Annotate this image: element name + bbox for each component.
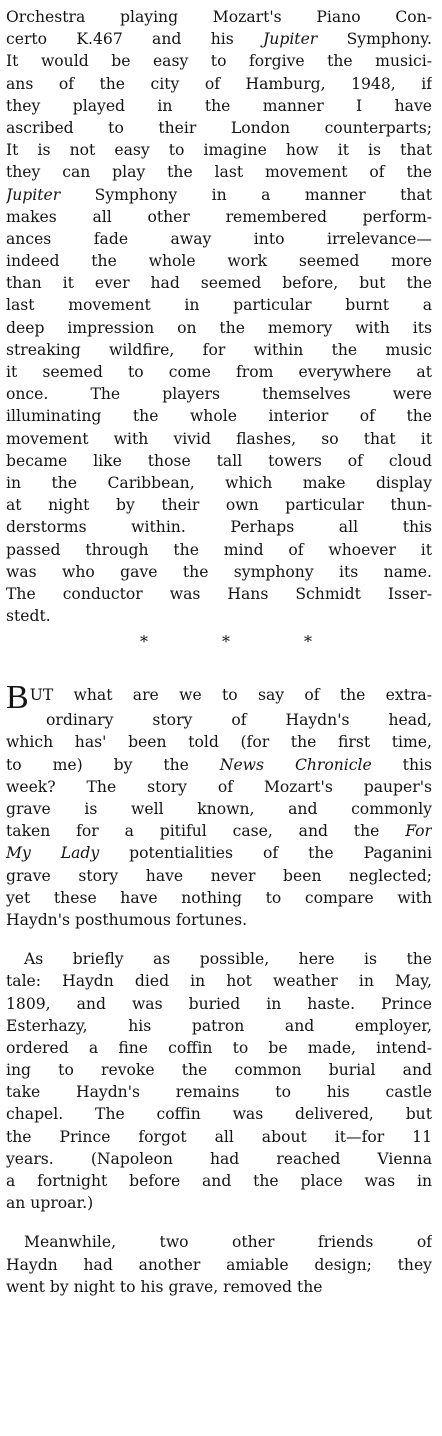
text-run: It would be easy to forgive the musici- xyxy=(6,52,432,71)
text-run: As briefly as possible, here is the xyxy=(24,950,432,969)
text-run: at night by their own particular thun- xyxy=(6,496,432,515)
text-line xyxy=(6,993,432,1015)
text-line xyxy=(6,539,432,561)
text-line xyxy=(6,516,432,538)
text-line xyxy=(6,754,432,776)
text-line xyxy=(6,842,432,864)
text-line xyxy=(6,1037,432,1059)
text-line xyxy=(6,383,432,405)
text-run: deep impression on the memory with its xyxy=(6,318,432,337)
text-run: indeed the whole work seemed more xyxy=(6,252,432,271)
text-run: the Prince forgot all about it—for 11 xyxy=(6,1127,432,1146)
text-line xyxy=(6,1276,432,1298)
spacer xyxy=(6,1214,432,1231)
paragraph-orchestra xyxy=(6,6,432,627)
text-line xyxy=(6,250,432,272)
text-line xyxy=(6,583,432,605)
text-run: once. The players themselves were xyxy=(6,385,432,404)
text-run: 1809, and was buried in haste. Prince xyxy=(6,994,432,1013)
text-run: years. (Napoleon had reached Vienna xyxy=(6,1149,432,1168)
text-line xyxy=(6,605,432,627)
text-line xyxy=(6,887,432,909)
text-run: grave story have never been neglected; xyxy=(6,866,432,885)
text-run: take Haydn's remains to his castle xyxy=(6,1083,432,1102)
text-run: grave is well known, and commonly xyxy=(6,800,432,818)
text-line xyxy=(6,6,432,28)
text-line xyxy=(6,1170,432,1192)
text-run: ances fade away into irrelevance— xyxy=(6,229,432,248)
first-line-text: UT what are we to say of the extra- xyxy=(29,686,432,705)
separator-star: * xyxy=(304,632,312,652)
text-run: It is not easy to imagine how it is that xyxy=(6,141,432,160)
paragraph-tale xyxy=(6,948,432,1214)
text-run: they can play the last movement of the xyxy=(6,163,432,182)
text-line xyxy=(6,1126,432,1148)
italic-title: Jupiter xyxy=(6,185,61,204)
text-run: they played in the manner I have xyxy=(6,96,432,115)
text-line xyxy=(6,820,432,842)
text-run: stedt. xyxy=(6,607,51,626)
text-run: yet these have nothing to compare with xyxy=(6,888,432,907)
text-line xyxy=(6,472,432,494)
text-run: tale: Haydn died in hot weather in May, xyxy=(6,972,432,991)
text-run: to me) by the xyxy=(6,755,220,774)
text-run: movement with vivid flashes, so that it xyxy=(6,429,432,448)
text-run: streaking wildfire, for within the music xyxy=(6,340,432,359)
text-line xyxy=(6,909,432,931)
text-line xyxy=(6,1148,432,1170)
text-line xyxy=(6,184,432,206)
text-line xyxy=(6,272,432,294)
text-line xyxy=(6,139,432,161)
text-line xyxy=(6,428,432,450)
text-line xyxy=(6,681,432,709)
text-run: potentialities of the Paganini xyxy=(99,844,432,863)
text-run: in the Caribbean, which make display xyxy=(6,473,432,492)
text-run: week? The story of Mozart's pauper's xyxy=(6,777,432,796)
text-line xyxy=(6,798,432,820)
text-run: last movement in particular burnt a xyxy=(6,296,432,315)
text-run: a fortnight before and the place was in xyxy=(6,1172,432,1190)
text-run: The conductor was Hans Schmidt Isser- xyxy=(6,584,432,603)
text-line xyxy=(6,339,432,361)
text-run: Haydn's posthumous fortunes. xyxy=(6,910,248,929)
spacer xyxy=(6,931,432,948)
text-run: went by night to his grave, removed the xyxy=(6,1277,323,1296)
text-line xyxy=(6,1059,432,1081)
text-run: illuminating the whole interior of the xyxy=(6,407,432,426)
text-line xyxy=(6,709,432,731)
text-run: became like those tall towers of cloud xyxy=(6,451,432,470)
text-line xyxy=(6,1254,432,1276)
text-line xyxy=(6,494,432,516)
italic-title: My Lady xyxy=(6,844,100,863)
spacer xyxy=(6,657,432,681)
text-line xyxy=(6,450,432,472)
text-line xyxy=(6,405,432,427)
text-run: Symphony. xyxy=(317,30,432,49)
text-line xyxy=(6,561,432,583)
text-line xyxy=(6,865,432,887)
text-line xyxy=(6,361,432,383)
text-line xyxy=(6,317,432,339)
text-run: ordered a fine coffin to be made, intend- xyxy=(6,1038,432,1057)
text-line xyxy=(6,731,432,753)
separator-star: * xyxy=(222,632,230,652)
text-run: Orchestra playing Mozart's Piano Con- xyxy=(6,8,432,26)
text-line xyxy=(6,28,432,50)
text-run: was who gave the symphony its name. xyxy=(6,562,432,581)
paragraph-haydn-head xyxy=(6,681,432,931)
text-run: than it ever had seemed before, but the xyxy=(6,274,432,293)
text-line xyxy=(6,73,432,95)
text-line xyxy=(6,50,432,72)
text-run: makes all other remembered perform- xyxy=(6,207,432,226)
text-line xyxy=(6,776,432,798)
text-line xyxy=(6,161,432,183)
text-line xyxy=(6,294,432,316)
text-run: this xyxy=(371,755,432,774)
text-run: which has' been told (for the first time, xyxy=(6,733,432,752)
text-run: it seemed to come from everywhere at xyxy=(6,363,432,381)
text-line xyxy=(6,970,432,992)
section-separator xyxy=(20,627,432,657)
text-line xyxy=(6,206,432,228)
text-run: certo K.467 and his xyxy=(6,30,264,49)
italic-title: For xyxy=(405,822,432,841)
text-line xyxy=(6,1103,432,1125)
text-run: Haydn had another amiable design; they xyxy=(6,1255,432,1274)
text-line xyxy=(6,1015,432,1037)
paragraph-meanwhile xyxy=(6,1231,432,1298)
italic-title: Jupiter xyxy=(263,30,318,49)
text-run: derstorms within. Perhaps all this xyxy=(6,518,432,537)
text-line xyxy=(6,1081,432,1103)
text-run: passed through the mind of whoever it xyxy=(6,540,432,559)
separator-star: * xyxy=(140,632,148,652)
italic-title: News Chronicle xyxy=(219,755,372,774)
text-run: Esterhazy, his patron and employer, xyxy=(6,1016,432,1035)
text-run: ordinary story of Haydn's head, xyxy=(46,711,432,730)
text-run: ans of the city of Hamburg, 1948, if xyxy=(6,74,432,93)
text-run: ascribed to their London counterparts; xyxy=(6,118,432,137)
text-run: taken for a pitiful case, and the xyxy=(6,822,406,841)
text-line xyxy=(6,1192,432,1214)
text-run: Symphony in a manner that xyxy=(60,185,432,204)
text-run: chapel. The coffin was delivered, but xyxy=(6,1105,432,1124)
text-run: Meanwhile, two other friends of xyxy=(24,1233,432,1252)
text-line xyxy=(6,117,432,139)
text-run: an uproar.) xyxy=(6,1194,94,1213)
text-line xyxy=(6,228,432,250)
text-run: ing to revoke the common burial and xyxy=(6,1061,432,1080)
text-line xyxy=(6,95,432,117)
text-line xyxy=(6,1231,432,1253)
text-line xyxy=(6,948,432,970)
drop-cap: B xyxy=(6,681,29,710)
